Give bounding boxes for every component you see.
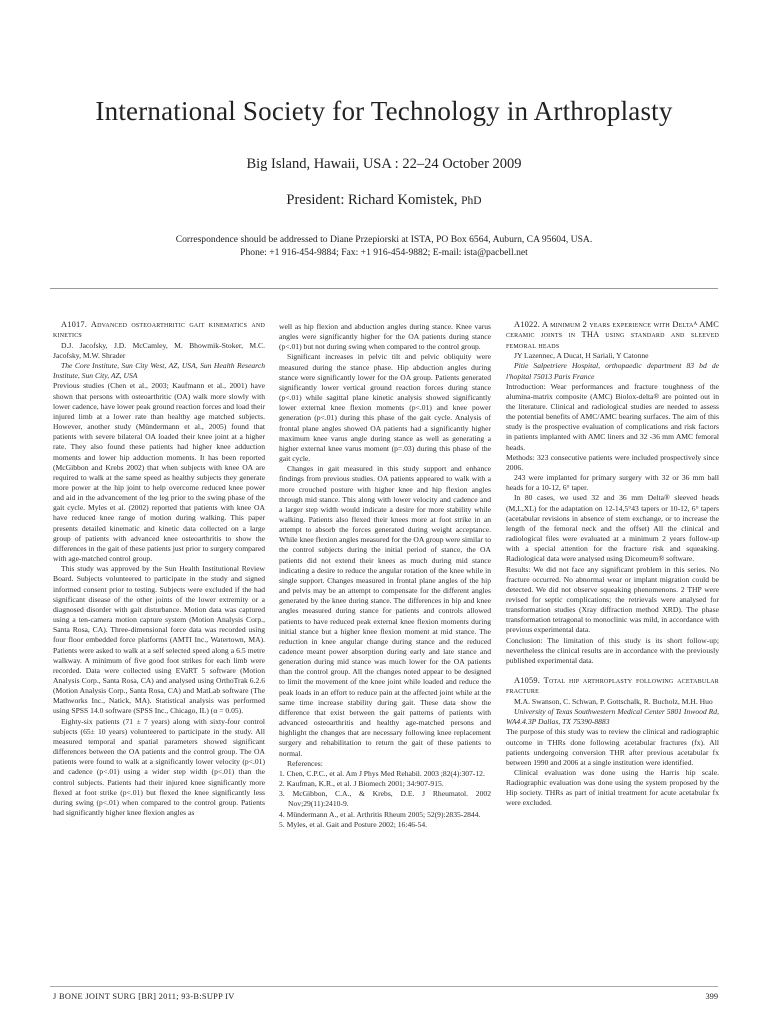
references-title: References: xyxy=(287,758,323,768)
reference-item: 4. Mündermann A., et al. Arthritis Rheum 2005; 52(9):2835-2844. xyxy=(279,809,481,819)
reference-item: 3. McGibbon, C.A., & Krebs, D.E. J Rheumatol. 2002 Nov;29(11):2410-9. xyxy=(279,789,491,809)
references-list xyxy=(279,769,491,830)
abstract-authors: D.J. Jacofsky, J.D. McCamley, M. Bhowmik-Stoker, M.C. Jacofsky, M.W. Shrader xyxy=(53,340,265,360)
abstract-paragraph: The purpose of this study was to review the clinical and radiographic outcome in THRs done following acetabular fractures (fx). All patients undergoing conversion THR after previous acetabular fx between 1990 and 2006 at a single institution were identified. xyxy=(506,727,719,767)
column-3 xyxy=(506,320,719,809)
abstract-paragraph: Significant increases in pelvic tilt and pelvic obliquity were measured during the stance phase. Hip abduction angles during stance were significantly lower for the OA group. Patients generated significantly lower vertical ground reaction forces during stance (p<.01) while sagittal plane kinetic analysis showed significantly lower external knee flexion moments (p<.01) and knee power generation (p<.01) during this phase of the gait cycle. Analysis of frontal plane angles showed OA patients had a significantly higher maximum knee varus angle during stance as well as generating a higher external knee varus moment (p=.03) during this phase of the gait cycle. xyxy=(279,352,491,464)
correspondence-contact: Phone: +1 916-454-9884; Fax: +1 916-454-9882; E-mail: ista@pacbell.net xyxy=(240,247,528,258)
abstract-authors: M.A. Swanson, C. Schwan, P. Gottschalk, R. Bucholz, M.H. Huo xyxy=(514,696,713,706)
correspondence xyxy=(0,233,768,259)
abstract-paragraph: well as hip flexion and abduction angles during stance. Knee varus angles were significantly higher for the OA patients during stance (p<.01) but not during swing when compared to the control group. xyxy=(279,322,491,352)
abstract-paragraph: This study was approved by the Sun Health Institutional Review Board. Subjects volunteered to participate in the study and signed informed consent prior to testing. Subjects were excluded if the had significant disease of the other joints of the lower extremity or a diagnosed disorder with gait disturbance. Motion data was captured using a ten-camera motion capture system (Motion Analysis Corp., Santa Rosa, CA). Three-dimensional force data was recorded using four floor embedded force platforms (AMTI Inc., Watertown, MA). Patients were asked to walk at a self selected speed along a 6.5 metre walkway. A minimum of five good foot strikes for each limb were recorded. Data were collected using EVaRT 5 software (Motion Analysis Corp., Santa Rosa, CA) and analysed using OrthoTrak 6.2.6 (Motion Analysis Corp., Santa Rosa, CA) and MatLab software (The Mathworks Inc., Natick, MA). Statistical analysis was performed using SPSS 14.0 software (SPSS Inc., Chicago, IL) (α = 0.05). xyxy=(53,564,265,716)
abstract-paragraph: Methods: 323 consecutive patients were included prospectively since 2006. xyxy=(506,452,719,472)
page-number: 399 xyxy=(705,992,718,1001)
reference-item: 2. Kaufman, K.R., et al. J Biomech 2001; 34:907-915. xyxy=(279,779,444,789)
correspondence-address: Correspondence should be addressed to Diane Przepiorski at ISTA, PO Box 6564, Auburn, CA 95604, USA. xyxy=(175,234,593,245)
page-title: International Society for Technology in Arthroplasty xyxy=(95,96,673,126)
abstract-paragraph: Conclusion: The limitation of this study is its short follow-up; nevertheless the clinical results are in accordance with the previously published experimental data. xyxy=(506,635,719,665)
abstract-institution: Pitie Salpetriere Hospital, orthopaedic department 83 bd de l'hopital 75013 Paris France xyxy=(506,361,719,381)
president-name: President: Richard Komistek, xyxy=(286,192,462,208)
abstract-paragraph: Clinical evaluation was done using the Harris hip scale. Radiographic evaluation was done using the system proposed by the Hip society. THRs as part of initial treatment for acute acetabular fx were excluded. xyxy=(506,767,719,808)
abstract-paragraph: Results: We did not face any significant problem in this series. No fracture occurred. No abnormal wear or implant migration could be detected. We did not observe squeaking phenomenons. 2 THP were revised for septic complications; the retrievals were analysed for transformation studies (Xray diffraction method XRD). The phase transformation tetragonal to monoclinic was mild, in accordance with previous experimental data. xyxy=(506,564,719,635)
column-2 xyxy=(279,322,491,830)
abstract-paragraph: Eighty-six patients (71 ± 7 years) along with sixty-four control subjects (65± 10 years) volunteered to participate in the study. All measured temporal and spatial parameters showed significant differences between the OA patients and the control group. The OA patients were found to walk at a significantly lower velocity (p<.01) and cadence (p<.01) using a wider step width (p<.01) than the control subjects. Patients had their injured knee significantly more flexed at foot strike (p<.01) but flexed the knee significantly less during swing (p<.01) when compared to the control group. Patients had significantly higher knee flexion angles as xyxy=(53,716,265,817)
abstract-authors: JY Lazennec, A Ducat, H Sariali, Y Catonne xyxy=(514,351,649,361)
header-divider xyxy=(50,288,718,289)
abstract-paragraph: Changes in gait measured in this study support and enhance findings from previous studies. OA patients appeared to walk with a more crouched posture with higher knee and hip flexion angles through mid stance. This along with lower velocity and cadence and a larger step width would indicate a desire for more stability while walking. Patients also flexed their knees more at foot strike in an attempt to absorb the forces generated during weight acceptance. While knee flexion angles measured for the OA group were similar to the control subjects during the initial period of stance, the OA patients did not extend their knees as much during mid stance indicating a desire to reduce the angular rotation of the knee while in single support. Changes measured in frontal plane angles of the hip and pelvis may be an attempt to compensate for the different angles generated by the knee during stance. The differences in hip and knee angles measured during stance for patients and controls allowed patients to have reduced peak external knee flexion moments during initial stance but a higher knee flexion moment at mid stance. The reduction in knee angular change during stance and the reduced cadence meant power absorption during early and late stance and generation during mid stance was much lower for the OA patients than the control group. All the changes noted appear to be designed to limit the movement of the knee joint while loaded and reduce the peak loads in an effort to reduce pain at the affected joint while at the same time increase stability during gait. These data show the difference that exist between the gait patterns of patients with advanced osteoarthritis and healthy age-matched persons and highlight the changes that are necessary following knee replacement surgery and rehabilitation to return the gait of these patients to normal. xyxy=(279,464,491,758)
reference-item: 5. Myles, et al. Gait and Posture 2002; 16:46-54. xyxy=(279,819,428,829)
column-1 xyxy=(53,320,265,818)
abstract-paragraph: 243 were implanted for primary surgery with 32 or 36 mm ball heads for a 10-12, 6° taper. xyxy=(506,473,719,493)
footer-divider xyxy=(50,986,718,987)
journal-citation: J BONE JOINT SURG [BR] 2011; 93-B:SUPP IV xyxy=(53,992,235,1001)
abstract-heading: A1017. Advanced osteoarthritic gait kinematics and kinetics xyxy=(53,320,265,340)
abstract-paragraph: In 80 cases, we used 32 and 36 mm Delta® sleeved heads (M,L,XL) for the adaptation on 12-14,5°43 tapers or 10-12, 6° tapers (acetabular revisions in absence of stem exchange, or to increase the length of the femoral neck and the offset) All the clinical and radiological files were evaluated at a minimum 2 years follow-up with a special attention for the fracture risk and squeaking. Radiological data were analysed using Dicomeum® software. xyxy=(506,493,719,564)
meeting-location-date: Big Island, Hawaii, USA : 22–24 October 2009 xyxy=(246,156,522,172)
abstract-heading: A1022. A minimum 2 years experience with Deltaᴬ AMC ceramic joints in THA using standard and sleeved femoral heads xyxy=(506,320,719,350)
abstract-paragraph: Introduction: Wear performances and fracture toughness of the alumina-matrix composite (AMC) Biolox-delta® are pointed out in the literature. Clinical and radiological studies are needed to assess the potential benefits of AMC/AMC bearing surfaces. The aim of this study is the prospective evaluation of complications and risk factors in patients implanted with AMC liners and 32 -36 mm AMC femoral heads. xyxy=(506,381,719,452)
abstract-institution: University of Texas Southwestern Medical Center 5801 Inwood Rd, WA4.4.3P Dallas, TX 75390-8883 xyxy=(506,707,719,727)
president-line xyxy=(0,192,768,209)
abstract-institution: The Core Institute, Sun City West, AZ, USA, Sun Health Research Institute, Sun City, AZ, USA xyxy=(53,361,265,381)
abstract-paragraph: Previous studies (Chen et al., 2003; Kaufmann et al., 2001) have shown that persons with osteoarthritic (OA) walk more slowly with lower cadence, have lower peak ground reaction forces and load their injured limb at a lower rate than healthy age matched subjects. However, another study (Mündermann et al., 2005) found that patients with severe bilateral OA loaded their knee joint at a higher rate. They also found these patients had higher knee adduction moments and lower hip adduction moments. It has been reported (McGibbon and Krebs 2002) that when subjects with knee OA are required to walk at the same speed as healthy subjects they generate more power at the hip joint to help overcome reduced knee power and aid in the advancement of the leg prior to the swing phase of the gait cycle. Myles et al. (2002) reported that patients with knee OA have reduced knee range of motion during walking. This paper presents detailed kinematic and kinetic data collected on a large group of patients with advanced knee osteoarthritis to show the differences in the gait of these patients just prior to surgery compared with age-matched control group. xyxy=(53,381,265,564)
reference-item: 1. Chen, C.P.C., et al. Am J Phys Med Rehabil. 2003 ;82(4):307-12. xyxy=(279,768,485,778)
abstract-spacer xyxy=(506,666,719,676)
abstract-heading: A1059. Total hip arthroplasty following acetabular fracture xyxy=(506,676,719,696)
president-degree: PhD xyxy=(461,195,482,207)
